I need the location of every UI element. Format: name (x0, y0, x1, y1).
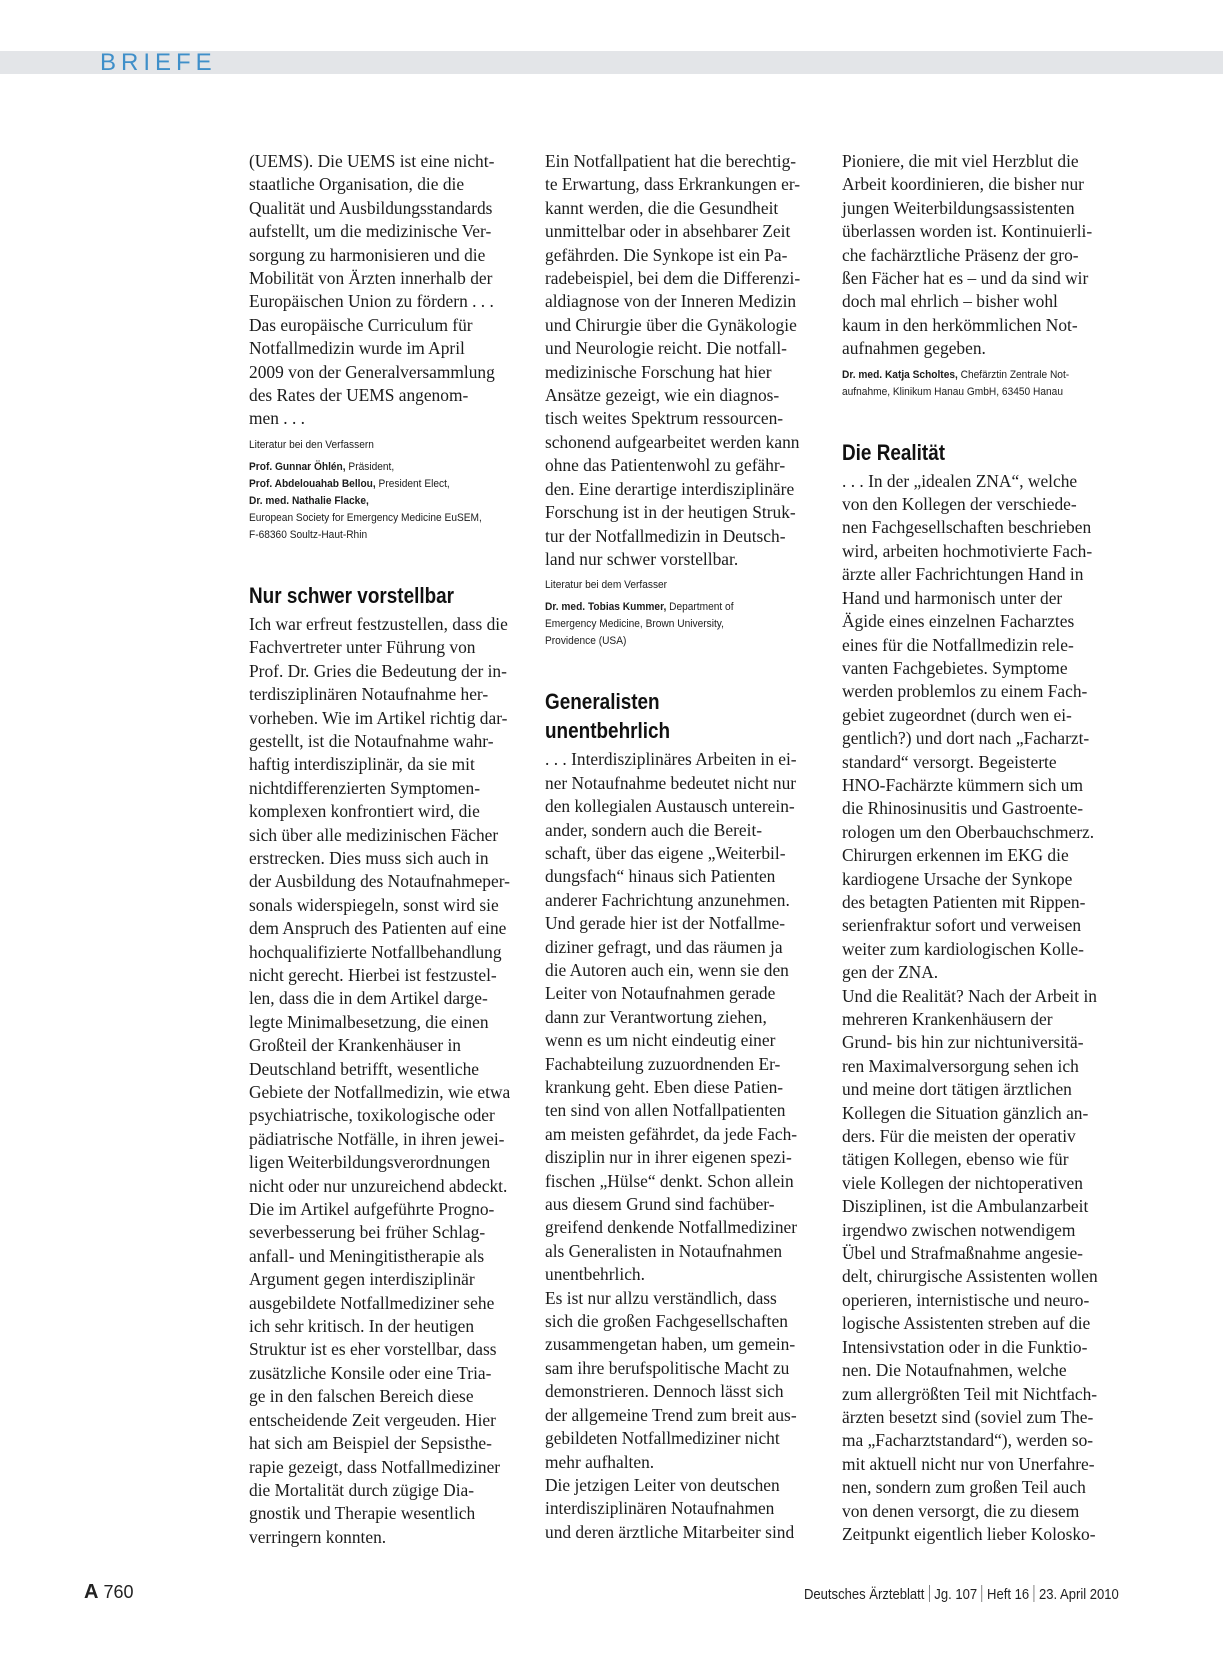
body-text-line: rologen um den Oberbauchschmerz. (842, 821, 1095, 842)
author-note: F-68360 Soultz-Haut-Rhin (249, 528, 368, 541)
body-text-line: gebiet zugeordnet (durch wen ei- (842, 704, 1072, 725)
body-text-line: dem Anspruch des Patienten auf eine (249, 918, 507, 939)
body-text-line: Zeitpunkt eigentlich lieber Kolosko- (842, 1523, 1096, 1544)
body-text-line: kardiogene Ursache der Synkope (842, 868, 1073, 889)
body-text-line: Die jetzigen Leiter von deutschen (545, 1474, 780, 1495)
body-text-line: jungen Weiterbildungsassistenten (842, 197, 1075, 218)
author-name: Dr. med. Nathalie Flacke, (249, 494, 369, 507)
author-signature (842, 367, 1094, 384)
body-text-line: Ein Notfallpatient hat die berechtig- (545, 151, 797, 171)
page-letter: A (84, 1581, 99, 1603)
body-text-line: den. Eine derartige interdisziplinäre (545, 478, 795, 499)
body-text-line: Fachvertreter unter Führung von (249, 637, 476, 658)
body-text-line: aufstellt, um die medizinische Ver- (249, 221, 492, 242)
body-text-line: ärzten besetzt sind (soviel zum The- (842, 1406, 1094, 1427)
body-text-line: Struktur ist es eher vorstellbar, dass (249, 1339, 497, 1360)
body-text-line: gnostik und Therapie wesentlich (249, 1503, 476, 1524)
body-text-line: pädiatrische Notfälle, in ihren jewei- (249, 1128, 505, 1149)
body-text-line: . . . In der „idealen ZNA“, welche (842, 470, 1078, 491)
journal-date: 23. April 2010 (1039, 1587, 1119, 1603)
journal-issue: Heft 16 (987, 1587, 1030, 1603)
body-text-line: von den Kollegen der verschiede- (842, 494, 1077, 515)
body-text-line: hochqualifizierte Notfallbehandlung (249, 941, 502, 962)
author-name: Dr. med. Tobias Kummer, (545, 601, 667, 614)
journal-name: Deutsches Ärzteblatt (804, 1587, 925, 1603)
body-text-line: Kollegen die Situation gänzlich an- (842, 1102, 1089, 1123)
body-text-line: len, dass die in dem Artikel darge- (249, 988, 488, 1009)
body-text-line: schonend aufgearbeitet werden kann (545, 431, 800, 452)
body-text-line: ten sind von allen Notfallpatienten (545, 1100, 786, 1121)
body-text-line: irgendwo zwischen notwendigem (842, 1219, 1076, 1240)
body-text-line: zusammengetan haben, um gemein- (545, 1334, 796, 1355)
body-text-line: ligen Weiterbildungsverordnungen (249, 1152, 491, 1173)
body-text-line: Prof. Dr. Gries die Bedeutung der in- (249, 660, 507, 681)
divider (929, 1585, 930, 1602)
body-text-line: Leiter von Notaufnahmen gerade (545, 983, 776, 1004)
divider (982, 1585, 983, 1602)
body-text-line: kannt werden, die die Gesundheit (545, 197, 779, 218)
journal-info (804, 1585, 1119, 1603)
body-text-line: nen. Die Notaufnahmen, welche (842, 1360, 1067, 1381)
body-text-line: gen der ZNA. (842, 962, 939, 983)
body-text-line: delt, chirurgische Assistenten wollen (842, 1266, 1098, 1287)
author-signature (249, 459, 501, 476)
body-text-line: nicht oder nur unzureichend abdeckt. (249, 1175, 508, 1196)
body-text-line: HNO-Fachärzte kümmern sich um (842, 774, 1083, 795)
body-text-line: und meine dort tätigen ärztlichen (842, 1079, 1072, 1100)
body-text-line: Chirurgen erkennen im EKG die (842, 845, 1069, 866)
body-text-line: Forschung ist in der heutigen Struk- (545, 502, 796, 523)
body-text-line: Hand und harmonisch unter der (842, 587, 1063, 608)
author-note: Literatur bei dem Verfasser (545, 579, 668, 592)
page-number (84, 1581, 134, 1604)
article-heading: Die Realität (842, 439, 946, 465)
author-note: Providence (USA) (545, 635, 627, 648)
body-text-line: krankung geht. Eben diese Patien- (545, 1077, 784, 1097)
body-text-line: ner Notaufnahme bedeutet nicht nur (545, 772, 797, 793)
body-text-line: mehreren Krankenhäusern der (842, 1009, 1053, 1029)
body-text-line: und Neurologie reicht. Die notfall- (545, 338, 787, 359)
body-text-line: standard“ versorgt. Begeisterte (842, 751, 1057, 772)
body-text-line: Mobilität von Ärzten innerhalb der (249, 268, 493, 289)
body-text-line: entscheidende Zeit vergeuden. Hier (249, 1409, 496, 1430)
body-text-line: die Mortalität durch zügige Dia- (249, 1479, 475, 1500)
body-text-line: des betagten Patienten mit Rippen- (842, 891, 1086, 912)
body-text-line: werden problemlos zu einem Fach- (842, 681, 1088, 702)
body-text-line: Es ist nur allzu verständlich, dass (545, 1287, 777, 1308)
body-text-line: ander, sondern auch die Bereit- (545, 819, 763, 840)
body-text-line: doch mal ehrlich – bisher wohl (842, 291, 1058, 312)
body-text-line: vanten Fachgebietes. Symptome (842, 657, 1068, 678)
body-text-line: psychiatrische, toxikologische oder (249, 1105, 495, 1126)
body-text-line: (UEMS). Die UEMS ist eine nicht- (249, 151, 495, 171)
body-text-line: mit aktuell nicht nur von Unerfahre- (842, 1453, 1095, 1474)
body-text-line: serienfraktur sofort und verweisen (842, 915, 1082, 936)
body-text-line: Disziplinen, ist die Ambulanzarbeit (842, 1196, 1089, 1217)
body-text-line: die Rhinosinusitis und Gastroente- (842, 798, 1084, 819)
body-text-line: Ich war erfreut festzustellen, dass die (249, 613, 508, 634)
body-text-line: des Rates der UEMS angenom- (249, 385, 469, 406)
body-text-line: unentbehrlich. (545, 1264, 645, 1285)
body-text-line: sich über alle medizinischen Fächer (249, 824, 499, 845)
body-text-line: interdisziplinären Notaufnahmen (545, 1498, 775, 1519)
body-text-line: sorgung zu harmonisieren und die (249, 244, 486, 265)
body-text-line: men . . . (249, 408, 306, 429)
body-text-line: nichtdifferenzierten Symptomen- (249, 777, 480, 798)
body-text-line: demonstrieren. Dennoch lässt sich (545, 1381, 784, 1402)
body-text-line: anderer Fachrichtung anzunehmen. (545, 889, 790, 910)
body-text-line: operieren, internistische und neuro- (842, 1289, 1090, 1310)
body-text-line: legte Minimalbesetzung, die einen (249, 1011, 489, 1032)
article-heading: unentbehrlich (545, 718, 671, 744)
body-text-line: der Ausbildung des Notaufnahmeper- (249, 871, 510, 892)
body-text-line: ausgebildete Notfallmediziner sehe (249, 1292, 495, 1313)
author-affiliation: Department of (666, 601, 734, 614)
body-text-line: sonals widerspiegeln, sonst wird sie (249, 894, 499, 915)
body-text-line: schaft, über das eigene „Weiterbil- (545, 842, 786, 863)
body-text-line: der allgemeine Trend zum breit aus- (545, 1404, 797, 1425)
article-column-1 (249, 150, 529, 1549)
divider (1034, 1585, 1035, 1602)
author-affiliation: Chefärztin Zentrale Not- (957, 368, 1070, 381)
author-note: Emergency Medicine, Brown University, (545, 618, 724, 631)
body-text-line: haftig interdisziplinär, da sie mit (249, 754, 475, 775)
body-text-line: und deren ärztliche Mitarbeiter sind (545, 1521, 795, 1542)
body-text-line: zum allergrößten Teil mit Nichtfach- (842, 1383, 1098, 1404)
body-text-line: staatliche Organisation, die die (249, 174, 465, 195)
body-text-line: überlassen worden ist. Kontinuierli- (842, 221, 1093, 242)
body-text-line: ärzte aller Fachrichtungen Hand in (842, 564, 1084, 585)
body-text-line: nen Fachgesellschaften beschrieben (842, 517, 1092, 538)
article-heading: Nur schwer vorstellbar (249, 582, 455, 608)
body-text-line: diziner gefragt, und das räumen ja (545, 936, 783, 957)
body-text-line: mehr aufhalten. (545, 1451, 655, 1472)
body-text-line: zusätzliche Konsile oder eine Tria- (249, 1362, 492, 1383)
body-text-line: ohne das Patientenwohl zu gefähr- (545, 455, 786, 476)
body-text-line: ge in den falschen Bereich diese (249, 1386, 474, 1407)
page-number-value: 760 (103, 1582, 134, 1602)
body-text-line: logische Assistenten streben auf die (842, 1313, 1091, 1334)
body-text-line: die Autoren auch ein, wenn sie den (545, 959, 789, 980)
body-text-line: 2009 von der Generalversammlung (249, 361, 495, 382)
section-title: BRIEFE (100, 49, 217, 76)
body-text-line: te Erwartung, dass Erkrankungen er- (545, 174, 801, 195)
body-text-line: aus diesem Grund sind fachüber- (545, 1194, 775, 1215)
body-text-line: terdisziplinären Notaufnahme her- (249, 684, 489, 705)
author-affiliation: Präsident, (345, 460, 395, 473)
body-text-line: ren Maximalversorgung sehen ich (842, 1055, 1079, 1076)
body-text-line: erstrecken. Dies muss sich auch in (249, 847, 489, 868)
body-text-line: verringern konnten. (249, 1526, 387, 1547)
body-text-line: kaum in den herkömmlichen Not- (842, 314, 1078, 335)
author-signature (545, 599, 797, 616)
body-text-line: gebildeten Notfallmediziner nicht (545, 1428, 780, 1449)
author-note: aufnahme, Klinikum Hanau GmbH, 63450 Hanau (842, 385, 1063, 398)
body-text-line: anfall- und Meningitistherapie als (249, 1245, 485, 1266)
body-text-line: aufnahmen gegeben. (842, 338, 986, 359)
author-name: Prof. Abdelouahab Bellou, (249, 477, 376, 490)
author-signature (249, 493, 501, 510)
author-signature (249, 476, 501, 493)
body-text-line: ich sehr kritisch. In der heutigen (249, 1316, 475, 1337)
body-text-line: Fachabteilung zuzuordnenden Er- (545, 1053, 781, 1074)
body-text-line: gefährden. Die Synkope ist ein Pa- (545, 244, 788, 265)
body-text-line: Gebiete der Notfallmedizin, wie etwa (249, 1082, 511, 1102)
body-text-line: severbesserung bei früher Schlag- (249, 1222, 486, 1243)
body-text-line: von denen versorgt, die zu diesem (842, 1500, 1080, 1521)
body-text-line: . . . Interdisziplinäres Arbeiten in ei- (545, 749, 797, 770)
body-text-line: dungsfach“ hinaus sich Patienten (545, 866, 776, 887)
author-note: Literatur bei den Verfassern (249, 438, 374, 451)
body-text-line: eines für die Notfallmedizin rele- (842, 634, 1074, 655)
body-text-line: als Generalisten in Notaufnahmen (545, 1240, 783, 1261)
body-text-line: tätigen Kollegen, ebenso wie für (842, 1149, 1069, 1170)
body-text-line: sam ihre berufspolitische Macht zu (545, 1357, 790, 1378)
body-text-line: und Chirurgie über die Gynäkologie (545, 314, 797, 335)
body-text-line: am meisten gefährdet, da jede Fach- (545, 1123, 798, 1144)
body-text-line: rapie gezeigt, dass Notfallmediziner (249, 1456, 501, 1477)
body-text-line: Und die Realität? Nach der Arbeit in (842, 985, 1097, 1006)
body-text-line: medizinische Forschung hat hier (545, 361, 772, 382)
body-text-line: ßen Fächer hat es – und da sind wir (842, 268, 1089, 289)
body-text-line: Übel und Strafmaßnahme angesie- (842, 1243, 1083, 1264)
article-column-3 (842, 150, 1122, 1546)
body-text-line: vorheben. Wie im Artikel richtig dar- (249, 707, 508, 728)
journal-volume: Jg. 107 (934, 1587, 978, 1603)
body-text-line: Argument gegen interdisziplinär (249, 1269, 475, 1290)
body-text-line: viele Kollegen der nichtoperativen (842, 1172, 1083, 1193)
body-text-line: wird, arbeiten hochmotivierte Fach- (842, 540, 1093, 561)
body-text-line: gestellt, ist die Notaufnahme wahr- (249, 730, 494, 751)
body-text-line: wenn es um nicht eindeutig einer (545, 1030, 776, 1051)
body-text-line: disziplin nur in ihrer eigenen spezi- (545, 1147, 792, 1168)
body-text-line: den kollegialen Austausch unterein- (545, 796, 795, 817)
body-text-line: aldiagnose von der Inneren Medizin (545, 291, 797, 312)
body-text-line: Großteil der Krankenhäuser in (249, 1035, 461, 1056)
body-text-line: Ägide eines einzelnen Facharztes (842, 611, 1075, 632)
body-text-line: Arbeit koordinieren, die bisher nur (842, 174, 1084, 195)
body-text-line: Deutschland betrifft, wesentliche (249, 1058, 480, 1079)
body-text-line: che fachärztliche Präsenz der gro- (842, 244, 1079, 265)
body-text-line: weiter zum kardiologischen Kolle- (842, 938, 1084, 959)
body-text-line: fischen „Hülse“ denkt. Schon allein (545, 1170, 794, 1191)
article-heading: Generalisten (545, 689, 660, 715)
body-text-line: land nur schwer vorstellbar. (545, 548, 739, 569)
body-text-line: Intensivstation oder in die Funktio- (842, 1336, 1088, 1357)
body-text-line: Ansätze gezeigt, wie ein diagnos- (545, 385, 780, 406)
body-text-line: gentlich?) und dort nach „Facharzt- (842, 728, 1090, 749)
body-text-line: nicht gerecht. Hierbei ist festzustel- (249, 964, 497, 985)
body-text-line: Europäischen Union zu fördern . . . (249, 291, 494, 312)
body-text-line: dann zur Verantwortung ziehen, (545, 1006, 767, 1027)
body-text-line: Grund- bis hin zur nichtuniversitä- (842, 1032, 1084, 1053)
body-text-line: radebeispiel, bei dem die Differenzi- (545, 268, 801, 289)
body-text-line: Pioniere, die mit viel Herzblut die (842, 151, 1079, 171)
article-column-2 (545, 150, 825, 1544)
body-text-line: komplexen konfrontiert wird, die (249, 801, 480, 822)
body-text-line: tur der Notfallmedizin in Deutsch- (545, 525, 786, 546)
body-text-line: unmittelbar oder in absehbarer Zeit (545, 221, 791, 242)
body-text-line: Qualität und Ausbildungsstandards (249, 197, 493, 218)
author-name: Dr. med. Katja Scholtes, (842, 368, 958, 381)
body-text-line: Das europäische Curriculum für (249, 314, 473, 335)
body-text-line: nen, sondern zum großen Teil auch (842, 1477, 1086, 1498)
body-text-line: greifend denkende Notfallmediziner (545, 1217, 798, 1238)
body-text-line: Die im Artikel aufgeführte Progno- (249, 1199, 495, 1220)
body-text-line: sich die großen Fachgesellschaften (545, 1311, 788, 1332)
author-affiliation: President Elect, (375, 477, 450, 490)
body-text-line: Und gerade hier ist der Notfallme- (545, 913, 785, 934)
body-text-line: ma „Facharztstandard“), werden so- (842, 1430, 1094, 1451)
body-text-line: Notfallmedizin wurde im April (249, 338, 465, 359)
body-text-line: ders. Für die meisten der operativ (842, 1126, 1076, 1147)
author-note: European Society for Emergency Medicine EuSEM, (249, 511, 482, 524)
author-name: Prof. Gunnar Öhlén, (249, 460, 346, 473)
body-text-line: tisch weites Spektrum ressourcen- (545, 408, 784, 429)
body-text-line: hat sich am Beispiel der Sepsisthe- (249, 1433, 492, 1454)
